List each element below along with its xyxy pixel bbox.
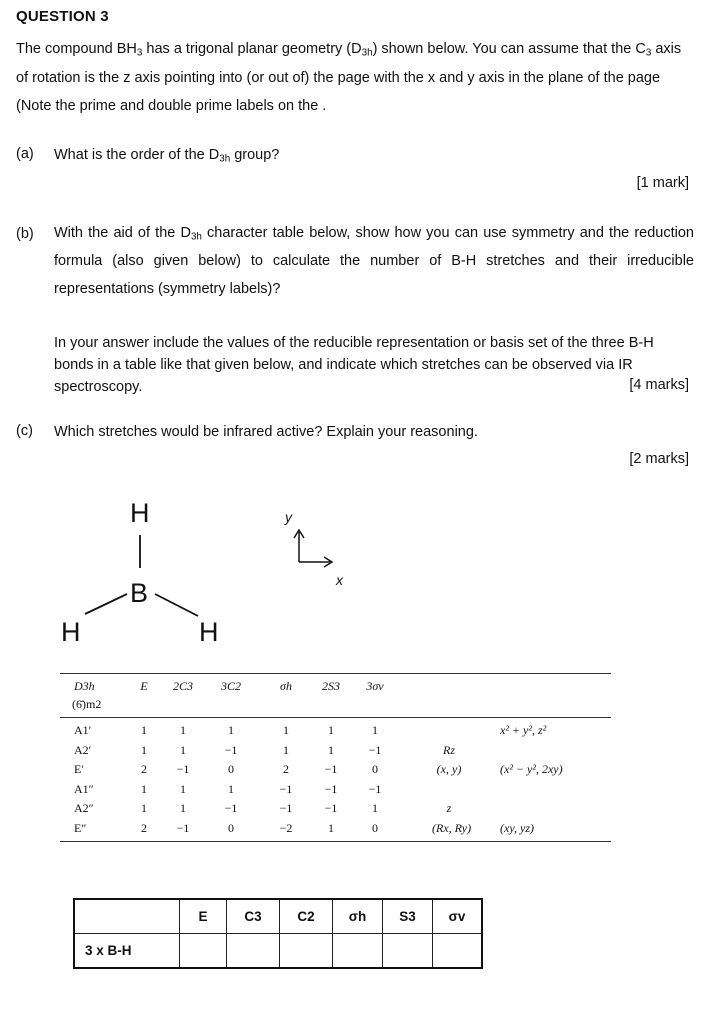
ct-character: 1 <box>283 723 289 737</box>
ct-linear-function: (x, y) <box>436 762 462 776</box>
ct-character: −1 <box>368 781 382 796</box>
ct-irrep: A1′ <box>74 723 92 737</box>
ct-character: −1 <box>224 742 238 757</box>
ct-character: −1 <box>279 781 293 796</box>
atom-h-right: H <box>199 617 219 647</box>
atom-b: B <box>130 578 149 608</box>
ct-header-2c3: 2C3 <box>172 679 193 693</box>
answer-header-sigma-h: σh <box>333 899 383 934</box>
atom-h-top: H <box>130 498 150 528</box>
answer-cell-c3[interactable] <box>227 934 280 969</box>
part-b-extra: In your answer include the values of the reducible representation or basis set of the three B-H bonds in a table like that given below, and indicate which stretches can be observed via IR spectroscopy. <box>54 335 654 395</box>
ct-character: 1 <box>180 723 186 737</box>
ct-character: −1 <box>324 781 338 796</box>
ct-character: 2 <box>141 820 147 835</box>
ct-character: 1 <box>141 742 147 757</box>
ct-character: 0 <box>228 820 234 835</box>
y-axis-label: y <box>285 509 292 525</box>
ct-quadratic-function: x² + y², z² <box>500 723 547 737</box>
bond-left <box>85 594 127 614</box>
answer-header-c2: C2 <box>280 899 333 934</box>
answer-header-c3: C3 <box>227 899 280 934</box>
ct-character: 1 <box>328 742 334 757</box>
atom-h-left: H <box>61 617 81 647</box>
ct-character: −2 <box>279 820 293 835</box>
answer-cell-s3[interactable] <box>383 934 433 969</box>
ct-irrep: E″ <box>74 820 87 835</box>
ct-character: 1 <box>228 723 234 737</box>
part-b-text: With the aid of the $D_{3h}$ character table below, show how you can use symmetry and the reduction formula (also given below) to calculate the number of B-H stretches and their irreducible representations (symmetry labels)? <box>54 225 694 297</box>
answer-row-3bh <box>74 934 482 969</box>
ct-character: −1 <box>224 801 238 815</box>
ct-character: 1 <box>141 801 147 815</box>
answer-header-blank[interactable] <box>74 899 180 934</box>
ct-group-sub: (6̄)m2 <box>72 697 102 711</box>
ct-character: 0 <box>228 762 234 776</box>
ct-character: −1 <box>279 801 293 815</box>
ct-quadratic-function: (xy, yz) <box>500 820 534 835</box>
ct-irrep: E′ <box>74 762 84 776</box>
answer-header-sigma-v: σv <box>433 899 483 934</box>
bond-right <box>155 594 198 616</box>
ct-character: −1 <box>324 801 338 815</box>
ct-character: −1 <box>324 762 338 776</box>
answer-cell-c2[interactable] <box>280 934 333 969</box>
question-intro: The compound $BH_3$ has a trigonal planar geometry $(D_{3h})$ shown below. You can assume that the $C_3$ axis of rotation is the z axis pointing into (or out of) the page with the x and y axis in the plane of the page (Note the prime and double prime labels on the . <box>16 41 682 114</box>
ct-linear-function: (Rx, Ry) <box>432 820 472 835</box>
ct-character: 2 <box>283 762 289 776</box>
ct-linear-function: z <box>446 801 452 815</box>
ct-character: 2 <box>141 762 147 776</box>
ct-character: 1 <box>180 781 186 796</box>
answer-row-label: 3 x B-H <box>74 934 180 969</box>
part-c-mark: [2 marks] <box>629 451 689 467</box>
question-title: QUESTION 3 <box>16 8 109 25</box>
ct-irrep: A2″ <box>74 801 94 815</box>
ct-character: −1 <box>176 762 190 776</box>
part-c-text: Which stretches would be infrared active? Explain your reasoning. <box>54 424 478 440</box>
answer-header-s3: S3 <box>383 899 433 934</box>
ct-character: 1 <box>228 781 234 796</box>
ct-character: 0 <box>372 820 378 835</box>
answer-header-row <box>74 899 482 934</box>
ct-quadratic-function: (x² − y², 2xy) <box>500 762 563 776</box>
part-a-mark: [1 mark] <box>636 175 689 191</box>
ct-header-2s3: 2S3 <box>322 679 340 693</box>
answer-cell-sigma-h[interactable] <box>333 934 383 969</box>
x-axis-label: x <box>336 572 343 588</box>
answer-header-e: E <box>180 899 227 934</box>
part-b-mark: [4 marks] <box>629 377 689 393</box>
answer-cell-sigma-v[interactable] <box>433 934 483 969</box>
character-table <box>60 673 611 845</box>
ct-character: 1 <box>141 781 147 796</box>
ct-character: 1 <box>328 820 334 835</box>
ct-character: 1 <box>328 723 334 737</box>
ct-group: D3h <box>74 679 95 693</box>
ct-character: 1 <box>141 723 147 737</box>
ct-header-sigma-h: σh <box>280 679 292 693</box>
answer-table <box>73 898 483 969</box>
ct-header-3c2: 3C2 <box>220 679 241 693</box>
ct-character: 1 <box>180 742 186 757</box>
ct-character: −1 <box>176 820 190 835</box>
ct-character: −1 <box>368 742 382 757</box>
ct-header-e: E <box>140 679 148 693</box>
part-c-label: (c) <box>16 423 33 439</box>
ct-character: 1 <box>372 801 378 815</box>
part-b-label: (b) <box>16 226 34 242</box>
ct-irrep: A2′ <box>74 742 92 757</box>
ct-character: 1 <box>372 723 378 737</box>
ct-character: 1 <box>180 801 186 815</box>
ct-header-3sigma-v: 3σv <box>366 679 384 693</box>
ct-irrep: A1″ <box>74 781 94 796</box>
part-a-text: What is the order of the $D_{3h}$ group? <box>54 147 280 165</box>
part-a-label: (a) <box>16 146 34 162</box>
ct-character: 1 <box>283 742 289 757</box>
ct-character: 0 <box>372 762 378 776</box>
ct-linear-function: Rz <box>443 742 455 757</box>
answer-cell-e[interactable] <box>180 934 227 969</box>
